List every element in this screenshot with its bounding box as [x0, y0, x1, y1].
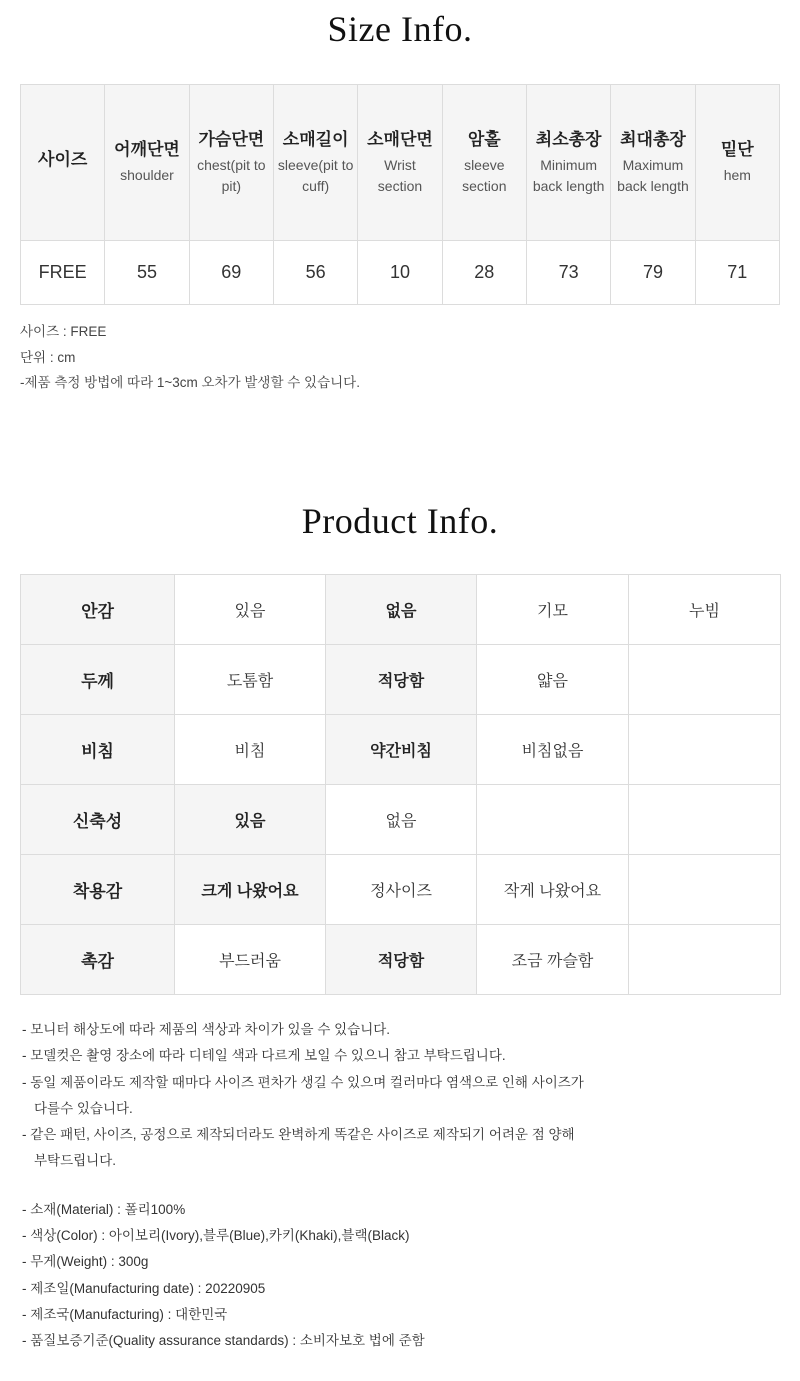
note-line: - 모델컷은 촬영 장소에 따라 디테일 색과 다르게 보일 수 있으니 참고 부탁드립니다. — [22, 1048, 506, 1064]
spec-line: - 색상(Color) : 아이보리(Ivory),블루(Blue),카키(Khaki),블랙(Black) — [22, 1228, 410, 1244]
note-line: - 같은 패턴, 사이즈, 공정으로 제작되더라도 완벽하게 똑같은 사이즈로 제작되기 어려운 점 양해 — [22, 1127, 575, 1143]
size-header-kr: 소매단면 — [367, 130, 433, 150]
product-option-cell-selected: 없음 — [326, 574, 477, 644]
note-line: 다를수 있습니다. — [34, 1100, 133, 1116]
size-table-header-row — [21, 85, 780, 241]
product-option-cell: 얇음 — [477, 644, 629, 714]
product-row-label: 비침 — [21, 714, 175, 784]
product-table-row — [21, 574, 781, 644]
size-header-kr: 암홀 — [467, 130, 501, 150]
size-cell: FREE — [21, 241, 105, 305]
product-table-row — [21, 924, 781, 994]
product-option-cell-selected: 있음 — [175, 784, 326, 854]
size-cell: 79 — [611, 241, 695, 305]
size-header-kr: 최소총장 — [535, 130, 602, 150]
product-option-cell-empty — [629, 854, 781, 924]
product-table-row — [21, 784, 781, 854]
product-option-cell: 도톰함 — [175, 644, 326, 714]
size-header-cell — [611, 85, 695, 241]
product-option-cell-empty — [629, 784, 781, 854]
spec-line: - 제조일(Manufacturing date) : 20220905 — [22, 1280, 266, 1296]
product-table-wrapper — [0, 574, 800, 995]
note-line: - 모니터 해상도에 따라 제품의 색상과 차이가 있을 수 있습니다. — [22, 1021, 391, 1037]
size-info-heading: Size Info. — [327, 9, 473, 49]
size-header-cell — [21, 85, 105, 241]
section-spacer — [0, 396, 800, 500]
product-option-cell-empty — [477, 784, 629, 854]
product-option-cell: 있음 — [175, 574, 326, 644]
size-cell: 69 — [189, 241, 273, 305]
size-header-cell — [273, 85, 357, 241]
size-cell: 55 — [105, 241, 189, 305]
product-option-cell: 비침 — [175, 714, 326, 784]
size-info-table — [20, 84, 780, 305]
size-note-line: 사이즈 : FREE — [20, 324, 107, 339]
size-header-kr: 사이즈 — [38, 150, 88, 170]
size-note-line: -제품 측정 방법에 따라 1~3cm 오차가 발생할 수 있습니다. — [20, 375, 360, 391]
size-table-row — [21, 241, 780, 305]
spec-line: - 소재(Material) : 폴리100% — [22, 1201, 186, 1217]
product-option-cell-selected: 약간비침 — [326, 714, 477, 784]
product-option-cell-empty — [629, 644, 781, 714]
product-row-label: 두께 — [21, 644, 175, 714]
product-row-label: 신축성 — [21, 784, 175, 854]
size-header-cell — [695, 85, 779, 241]
product-option-cell-selected: 적당함 — [326, 644, 477, 714]
size-cell: 71 — [695, 241, 779, 305]
size-cell: 10 — [358, 241, 442, 305]
note-line: 부탁드립니다. — [34, 1153, 116, 1169]
product-option-cell: 없음 — [326, 784, 477, 854]
product-option-cell: 기모 — [477, 574, 629, 644]
product-table-row — [21, 854, 781, 924]
product-row-label: 착용감 — [21, 854, 175, 924]
size-header-en: Maximum back length — [617, 157, 689, 194]
size-header-kr: 가슴단면 — [198, 130, 265, 150]
size-header-cell — [442, 85, 526, 241]
size-cell: 56 — [273, 241, 357, 305]
size-header-kr: 밑단 — [720, 140, 754, 160]
size-note-line: 단위 : cm — [20, 349, 76, 365]
size-header-en: Wrist section — [377, 157, 423, 194]
product-option-cell-empty — [629, 924, 781, 994]
product-option-cell: 정사이즈 — [326, 854, 477, 924]
size-header-cell — [189, 85, 273, 241]
product-option-cell: 비침없음 — [477, 714, 629, 784]
size-header-en: Minimum back length — [532, 157, 605, 194]
spec-line: - 무게(Weight) : 300g — [22, 1254, 149, 1270]
product-row-label: 촉감 — [21, 924, 175, 994]
spec-line: - 품질보증기준(Quality assurance standards) : 소비자보호 법에 준함 — [22, 1333, 425, 1349]
size-header-cell — [105, 85, 189, 241]
size-header-en: sleeve(pit to cuff) — [277, 157, 354, 194]
product-info-table — [20, 574, 781, 995]
product-option-cell-empty — [629, 714, 781, 784]
size-cell: 73 — [526, 241, 610, 305]
product-option-cell-selected: 적당함 — [326, 924, 477, 994]
product-info-heading: Product Info. — [301, 500, 499, 541]
disclaimer-notes — [0, 995, 800, 1175]
size-table-wrapper — [0, 84, 800, 305]
product-option-cell: 부드러움 — [175, 924, 326, 994]
product-row-label: 안감 — [21, 574, 175, 644]
product-option-cell: 작게 나왔어요 — [477, 854, 629, 924]
size-header-en: shoulder — [120, 167, 174, 184]
spec-line: - 제조국(Manufacturing) : 대한민국 — [22, 1307, 228, 1323]
size-header-kr: 소매길이 — [282, 130, 349, 150]
product-table-row — [21, 644, 781, 714]
product-option-cell-selected: 크게 나왔어요 — [175, 854, 326, 924]
size-header-en: chest(pit to pit) — [197, 157, 266, 194]
size-header-en: hem — [723, 167, 751, 184]
size-header-cell — [526, 85, 610, 241]
product-table-row — [21, 714, 781, 784]
product-option-cell: 조금 까슬함 — [477, 924, 629, 994]
note-line: - 동일 제품이라도 제작할 때마다 사이즈 편차가 생길 수 있으며 컬러마다 염색으로 인해 사이즈가 — [22, 1074, 584, 1090]
product-option-cell: 누빔 — [629, 574, 781, 644]
size-cell: 28 — [442, 241, 526, 305]
size-notes — [0, 305, 800, 396]
product-specs — [0, 1197, 800, 1381]
size-header-cell — [358, 85, 442, 241]
notes-spacer — [0, 1175, 800, 1197]
size-header-kr: 최대총장 — [620, 130, 686, 150]
size-header-kr: 어깨단면 — [114, 140, 180, 160]
size-header-en: sleeve section — [462, 157, 507, 194]
